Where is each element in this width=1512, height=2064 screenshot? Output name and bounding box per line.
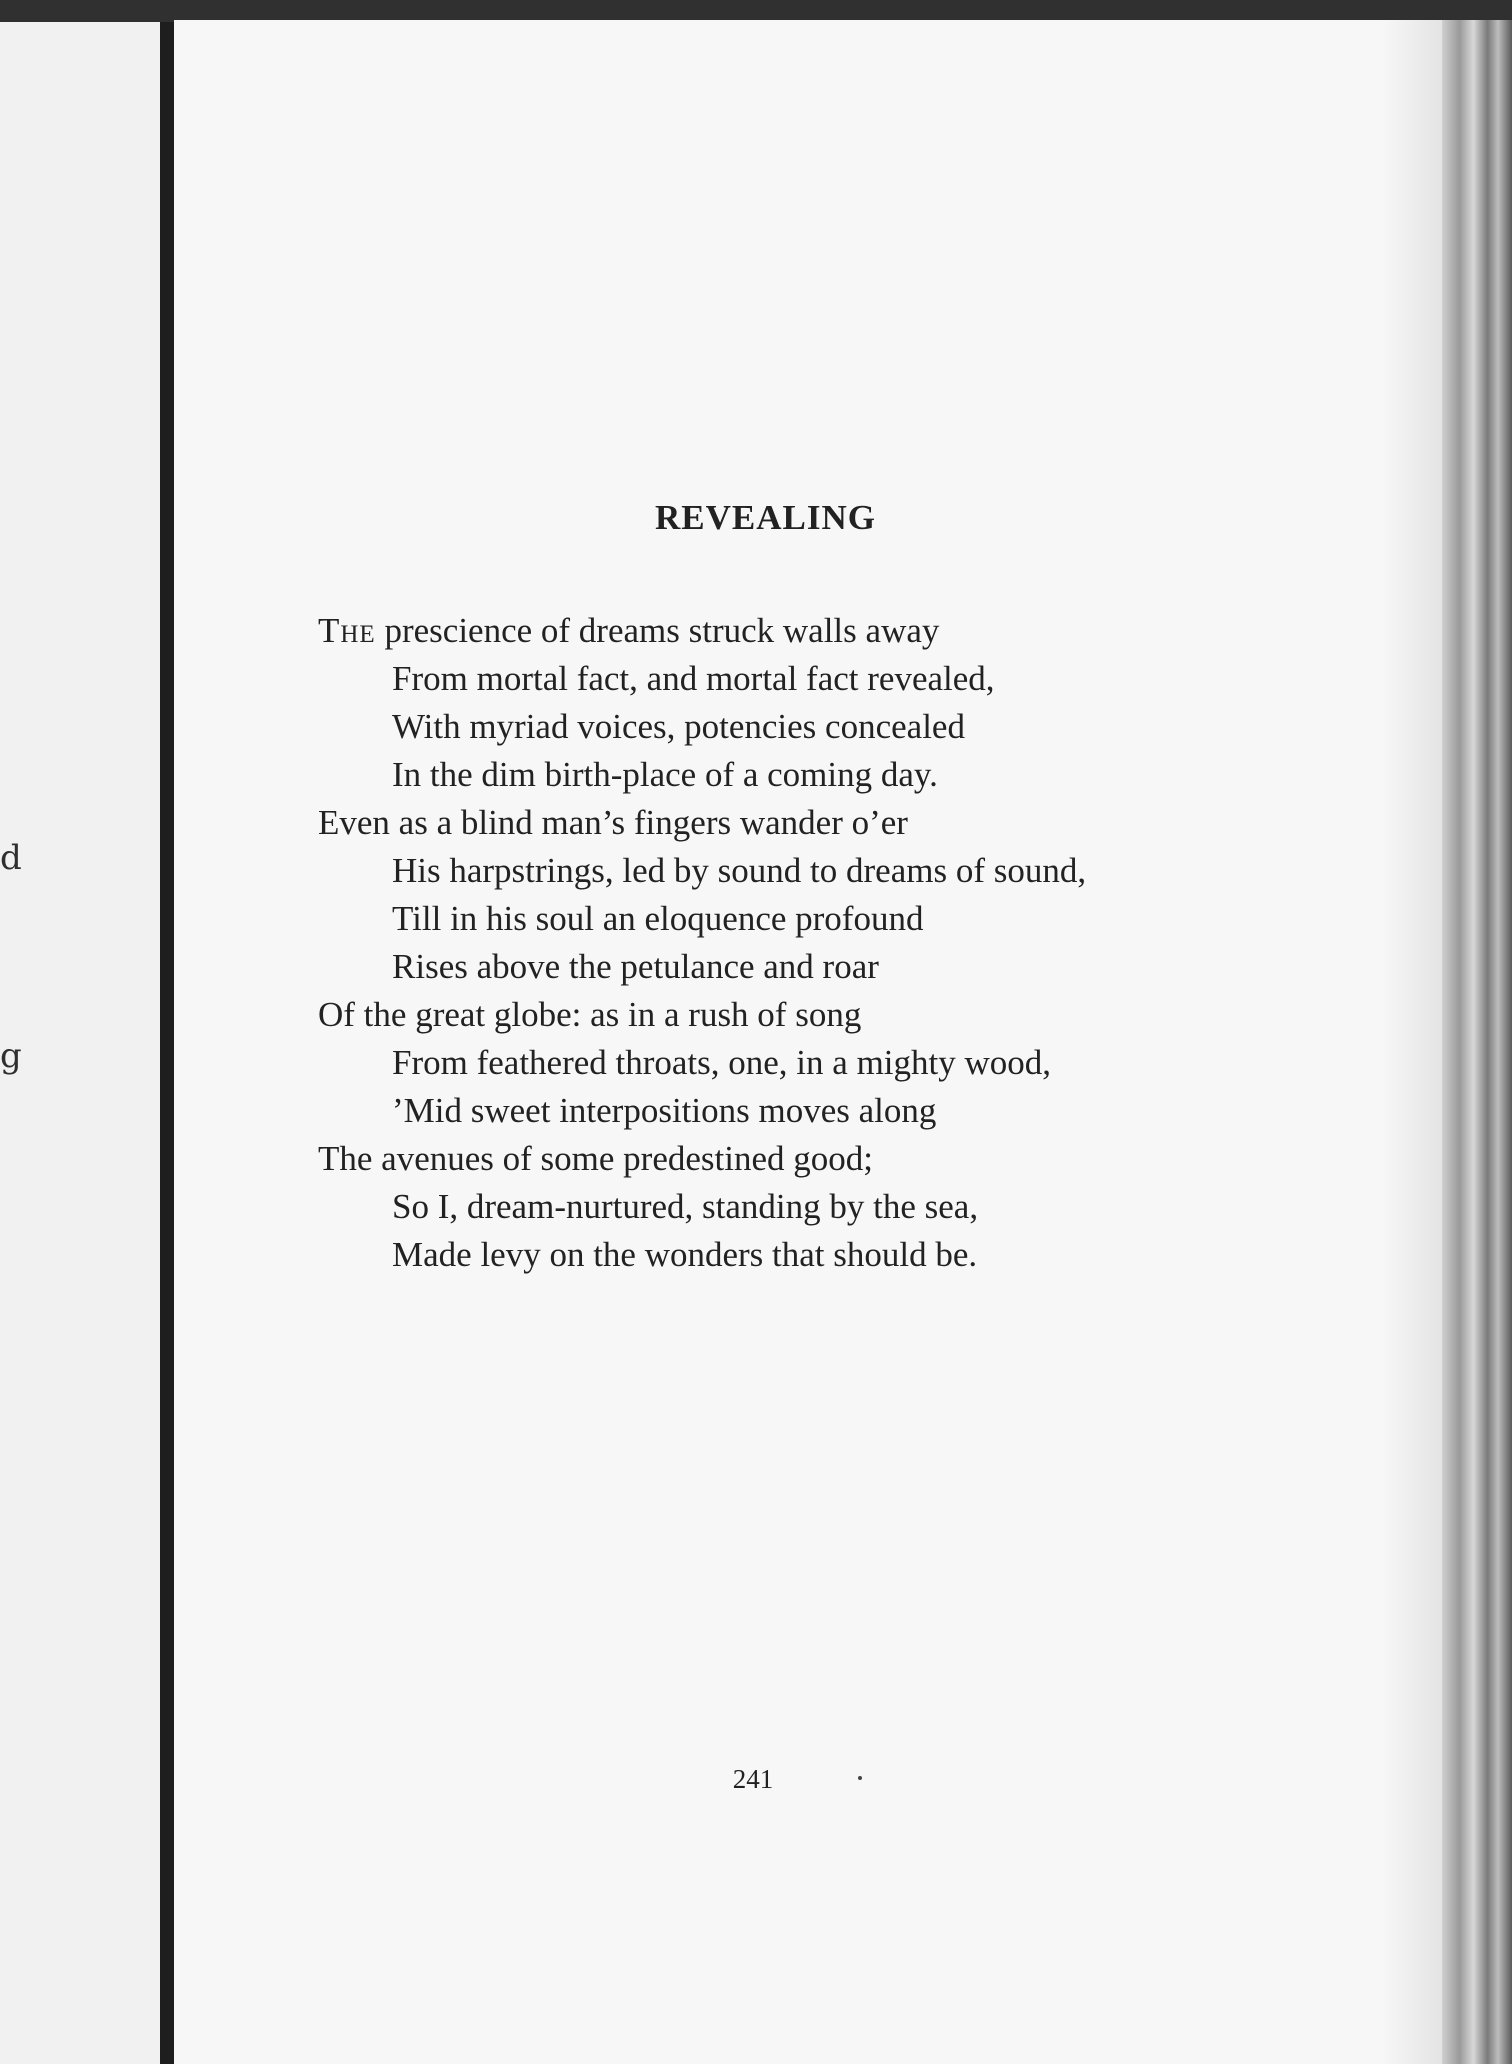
poem-line: So I, dream-nurtured, standing by the sea, — [392, 1187, 979, 1226]
poem-line: Made levy on the wonders that should be. — [392, 1235, 978, 1274]
poem-line: Of the great globe: as in a rush of song — [318, 995, 862, 1034]
poem-body — [318, 607, 1086, 1279]
poem-line: In the dim birth-place of a coming day. — [392, 755, 938, 794]
poem-first-line-text: prescience of dreams struck walls away — [375, 611, 940, 650]
poem-line: ’Mid sweet interpositions moves along — [392, 1091, 937, 1130]
poem-line: Even as a blind man’s fingers wander o’er — [318, 803, 908, 842]
facing-page-text-fragment: d — [0, 838, 22, 878]
poem-line — [318, 607, 1086, 655]
poem-line: Rises above the petulance and roar — [392, 947, 879, 986]
facing-page-text-fragment: g — [0, 1036, 22, 1076]
page-fore-edge — [1442, 20, 1512, 2064]
poem-line: With myriad voices, potencies concealed — [392, 707, 965, 746]
poem-line: The avenues of some predestined good; — [318, 1139, 873, 1178]
poem-line: His harpstrings, led by sound to dreams of sound, — [392, 851, 1087, 890]
poem-title: REVEALING — [655, 498, 876, 537]
page-number: 241 — [732, 1764, 774, 1794]
book-gutter — [160, 0, 174, 2064]
poem-line: From feathered throats, one, in a mighty wood, — [392, 1043, 1052, 1082]
poem-line: Till in his soul an eloquence profound — [392, 899, 924, 938]
poem-line: From mortal fact, and mortal fact revealed, — [392, 659, 995, 698]
scanner-edge — [0, 0, 1512, 22]
paper-speck — [858, 1776, 862, 1780]
facing-page — [0, 0, 160, 2064]
poem-first-word: The — [318, 611, 376, 650]
